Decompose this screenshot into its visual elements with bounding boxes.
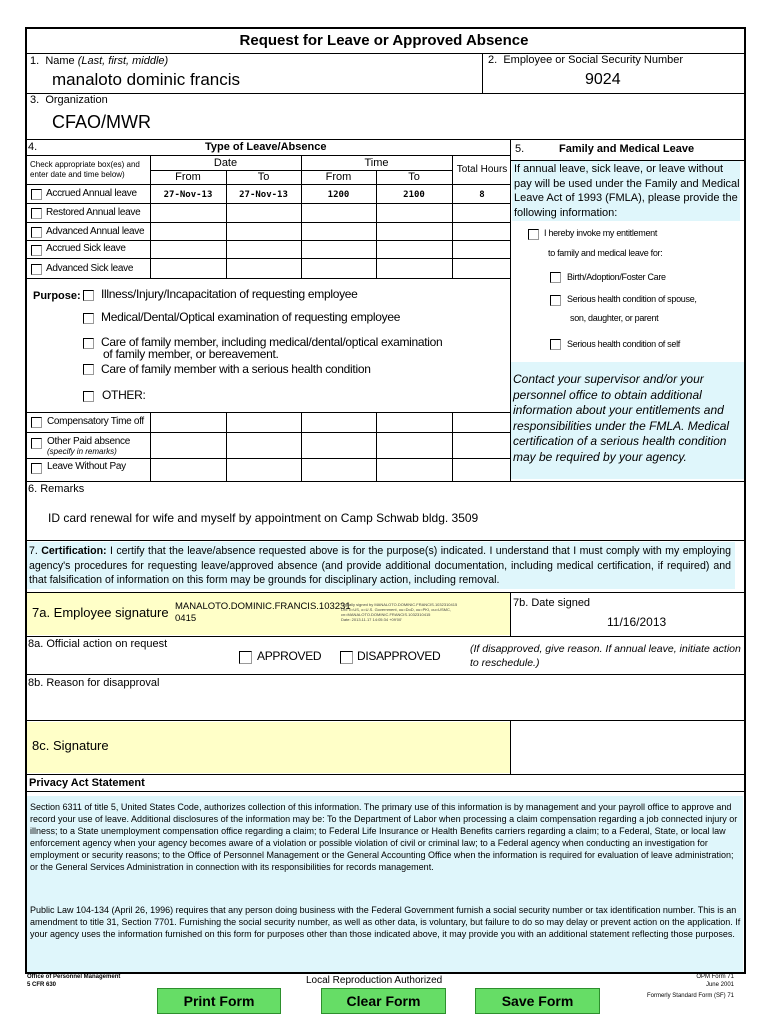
privacy-paragraph-2: Public Law 104-134 (April 26, 1996) requires that any person doing business with the Federal Government furnish a social security number or tax identification number. This is an amendment to title 31, Section 7701. Furnishing the social security number, as well as other data, is voluntary, but failure to do so may delay or prevent action on the application. If your agency uses the information furnished on this form for purposes other than those indicated above, it may provide you with an additional statement reflecting those purposes. — [30, 905, 741, 939]
date-signed-label: 7b. Date signed — [513, 597, 591, 609]
leave-type-label: Restored Annual leave — [46, 207, 141, 218]
fmla-self-checkbox[interactable] — [550, 339, 561, 350]
other-paid-checkbox[interactable] — [31, 438, 42, 449]
leave-type-label: Advanced Annual leave — [46, 226, 145, 237]
fmla-spouse-checkbox[interactable] — [550, 295, 561, 306]
time-to-input[interactable]: 2100 — [403, 190, 425, 200]
save-form-button[interactable]: Save Form — [475, 988, 600, 1014]
section-5-number: 5. — [515, 143, 525, 155]
time-to-header: To — [408, 171, 420, 183]
other-paid-label: Other Paid absence — [47, 436, 130, 447]
employee-signature-name: MANALOTO.DOMINIC.FRANCIS.103231 0415 — [175, 601, 351, 624]
time-from-header: From — [325, 171, 352, 183]
ssn-label: 2. Employee or Social Security Number — [488, 54, 684, 66]
section-5-title: Family and Medical Leave — [559, 143, 695, 155]
fmla-self-label: Serious health condition of self — [567, 339, 680, 349]
purpose-label: Purpose: — [33, 290, 81, 302]
check-hint: Check appropriate box(es) and enter date and time below) — [30, 160, 140, 179]
disapproved-checkbox[interactable] — [340, 651, 353, 664]
footer-center: Local Reproduction Authorized — [306, 975, 443, 986]
date-header: Date — [213, 157, 238, 169]
fmla-contact: Contact your supervisor and/or your personnel office to obtain additional information about your entitlements and responsibilities under the FMLA. Medical certification of a serious health condition may be required by your agency. — [513, 372, 730, 464]
time-header: Time — [364, 157, 389, 169]
purpose-medical-checkbox[interactable] — [83, 313, 94, 324]
clear-form-button[interactable]: Clear Form — [321, 988, 446, 1014]
footer-left: Office of Personnel Management 5 CFR 630 — [27, 974, 121, 988]
privacy-title: Privacy Act Statement — [29, 777, 145, 789]
fmla-birth-label: Birth/Adoption/Foster Care — [567, 272, 666, 282]
organization-label: 3. Organization — [30, 94, 108, 106]
date-from-header: From — [175, 171, 201, 183]
other-paid-hint: (specify in remarks) — [47, 447, 117, 456]
total-hours-header: Total Hours — [456, 164, 508, 175]
purpose-family-care-label-2: of family member, or bereavement. — [103, 347, 279, 361]
fmla-invoke-label-2: to family and medical leave for: — [548, 248, 663, 258]
fmla-invoke-label: I hereby invoke my entitlement — [544, 228, 658, 238]
purpose-medical-label: Medical/Dental/Optical examination of requesting employee — [101, 310, 401, 324]
disapproved-label: DISAPPROVED — [357, 649, 441, 663]
date-to-header: To — [257, 171, 270, 183]
fmla-spouse-label: Serious health condition of spouse, — [567, 294, 697, 304]
date-from-input[interactable]: 27-Nov-13 — [163, 190, 213, 200]
organization-input[interactable]: CFAO/MWR — [52, 112, 151, 132]
fmla-invoke-checkbox[interactable] — [528, 229, 539, 240]
leave-type-label: Accrued Sick leave — [46, 243, 126, 254]
certification-text: 7. Certification: I certify that the leave/absence requested above is for the purpose(s) indicated. I understand that I must comply with my employing agency's procedures for requesting leave/approved absence (and provide additional documentation, including medical certification, if required) and that falsification of information on this form may be grounds for disciplinary action, including removal. — [29, 545, 731, 586]
privacy-paragraph-1: Section 6311 of title 5, United States Code, authorizes collection of this information. The primary use of this information is by management and your payroll office to approve and record your use of leave. Additional disclosures of the information may be: To the Department of Labor when processing a claim compensation regarding a job connected injury or illness; to a State unemployment compensation office regarding a claim; to Federal Life Insurance or Health Benefits carriers regarding a claim; to a Federal, State, or local law enforcement agency when your agency becomes aware of a violation or possible violation of civil or criminal law; to a Federal agency when conducting an investigation for employment or security reasons; to the Office of Personnel Management or the General Accounting Office when the information is required for evaluation of leave administration; or the General Services Administration in connection with its responsibilities for records management. — [30, 802, 738, 872]
accrued-sick-checkbox[interactable] — [31, 245, 42, 256]
purpose-other-checkbox[interactable] — [83, 391, 94, 402]
purpose-illness-label: Illness/Injury/Incapacitation of requesting employee — [101, 287, 358, 301]
lwop-label: Leave Without Pay — [47, 461, 126, 472]
fmla-birth-checkbox[interactable] — [550, 272, 561, 283]
name-label: 1. Name (Last, first, middle) — [30, 55, 169, 67]
purpose-illness-checkbox[interactable] — [83, 290, 94, 301]
purpose-serious-condition-label: Care of family member with a serious health condition — [101, 362, 371, 376]
employee-signature-label: 7a. Employee signature — [32, 605, 169, 620]
remarks-input[interactable]: ID card renewal for wife and myself by appointment on Camp Schwab bldg. 3509 — [48, 511, 479, 525]
official-action-label: 8a. Official action on request — [28, 638, 168, 650]
lwop-checkbox[interactable] — [31, 463, 42, 474]
name-input[interactable]: manaloto dominic francis — [52, 70, 241, 89]
total-hours-input[interactable]: 8 — [479, 190, 485, 200]
section-4-title: Type of Leave/Absence — [205, 141, 327, 153]
date-signed-input[interactable]: 11/16/2013 — [607, 615, 667, 629]
reason-label: 8b. Reason for disapproval — [28, 677, 160, 689]
signature-8c-label: 8c. Signature — [32, 738, 109, 753]
comp-time-checkbox[interactable] — [31, 417, 42, 428]
footer-right: OPM Form 71 June 2001 Formerly Standard Form (SF) 71 — [646, 974, 734, 999]
print-form-button[interactable]: Print Form — [157, 988, 281, 1014]
fmla-intro: If annual leave, sick leave, or leave without pay will be used under the Family and Medical Leave Act of 1993 (FMLA), please provide the following information: — [514, 163, 740, 219]
purpose-family-care-checkbox[interactable] — [83, 338, 94, 349]
purpose-serious-condition-checkbox[interactable] — [83, 364, 94, 375]
accrued-annual-checkbox[interactable] — [31, 189, 42, 200]
official-action-note: (If disapproved, give reason. If annual leave, initiate action to reschedule.) — [470, 643, 741, 669]
comp-time-label: Compensatory Time off — [47, 416, 144, 427]
reason-input[interactable] — [30, 692, 740, 718]
leave-type-label: Advanced Sick leave — [46, 263, 134, 274]
approved-checkbox[interactable] — [239, 651, 252, 664]
approved-label: APPROVED — [257, 649, 322, 663]
digital-signature-details: Digitally signed by MANALOTO.DOMINIC.FRANCIS.1032310415 DN: c=US, o=U.S. Government, ou=DoD, ou=PKI, ou=USMC, cn=MANALOTO.DOMINIC.FRANCIS.1032310415 Date: 2013.11.17 14:05:34 +09'00' — [341, 602, 458, 622]
form-title: Request for Leave or Approved Absence — [239, 32, 529, 49]
remarks-label: 6. Remarks — [28, 483, 85, 495]
advanced-annual-checkbox[interactable] — [31, 227, 42, 238]
leave-type-label: Accrued Annual leave — [46, 188, 137, 199]
ssn-input[interactable]: 9024 — [585, 71, 621, 88]
purpose-family-care-label: Care of family member, including medical/dental/optical examination — [101, 335, 443, 349]
section-4-number: 4. — [28, 141, 38, 153]
time-from-input[interactable]: 1200 — [327, 190, 350, 200]
restored-annual-checkbox[interactable] — [31, 208, 42, 219]
fmla-spouse-label-2: son, daughter, or parent — [570, 313, 659, 323]
advanced-sick-checkbox[interactable] — [31, 264, 42, 275]
date-to-input[interactable]: 27-Nov-13 — [239, 190, 288, 200]
purpose-other-label: OTHER: — [102, 388, 146, 402]
